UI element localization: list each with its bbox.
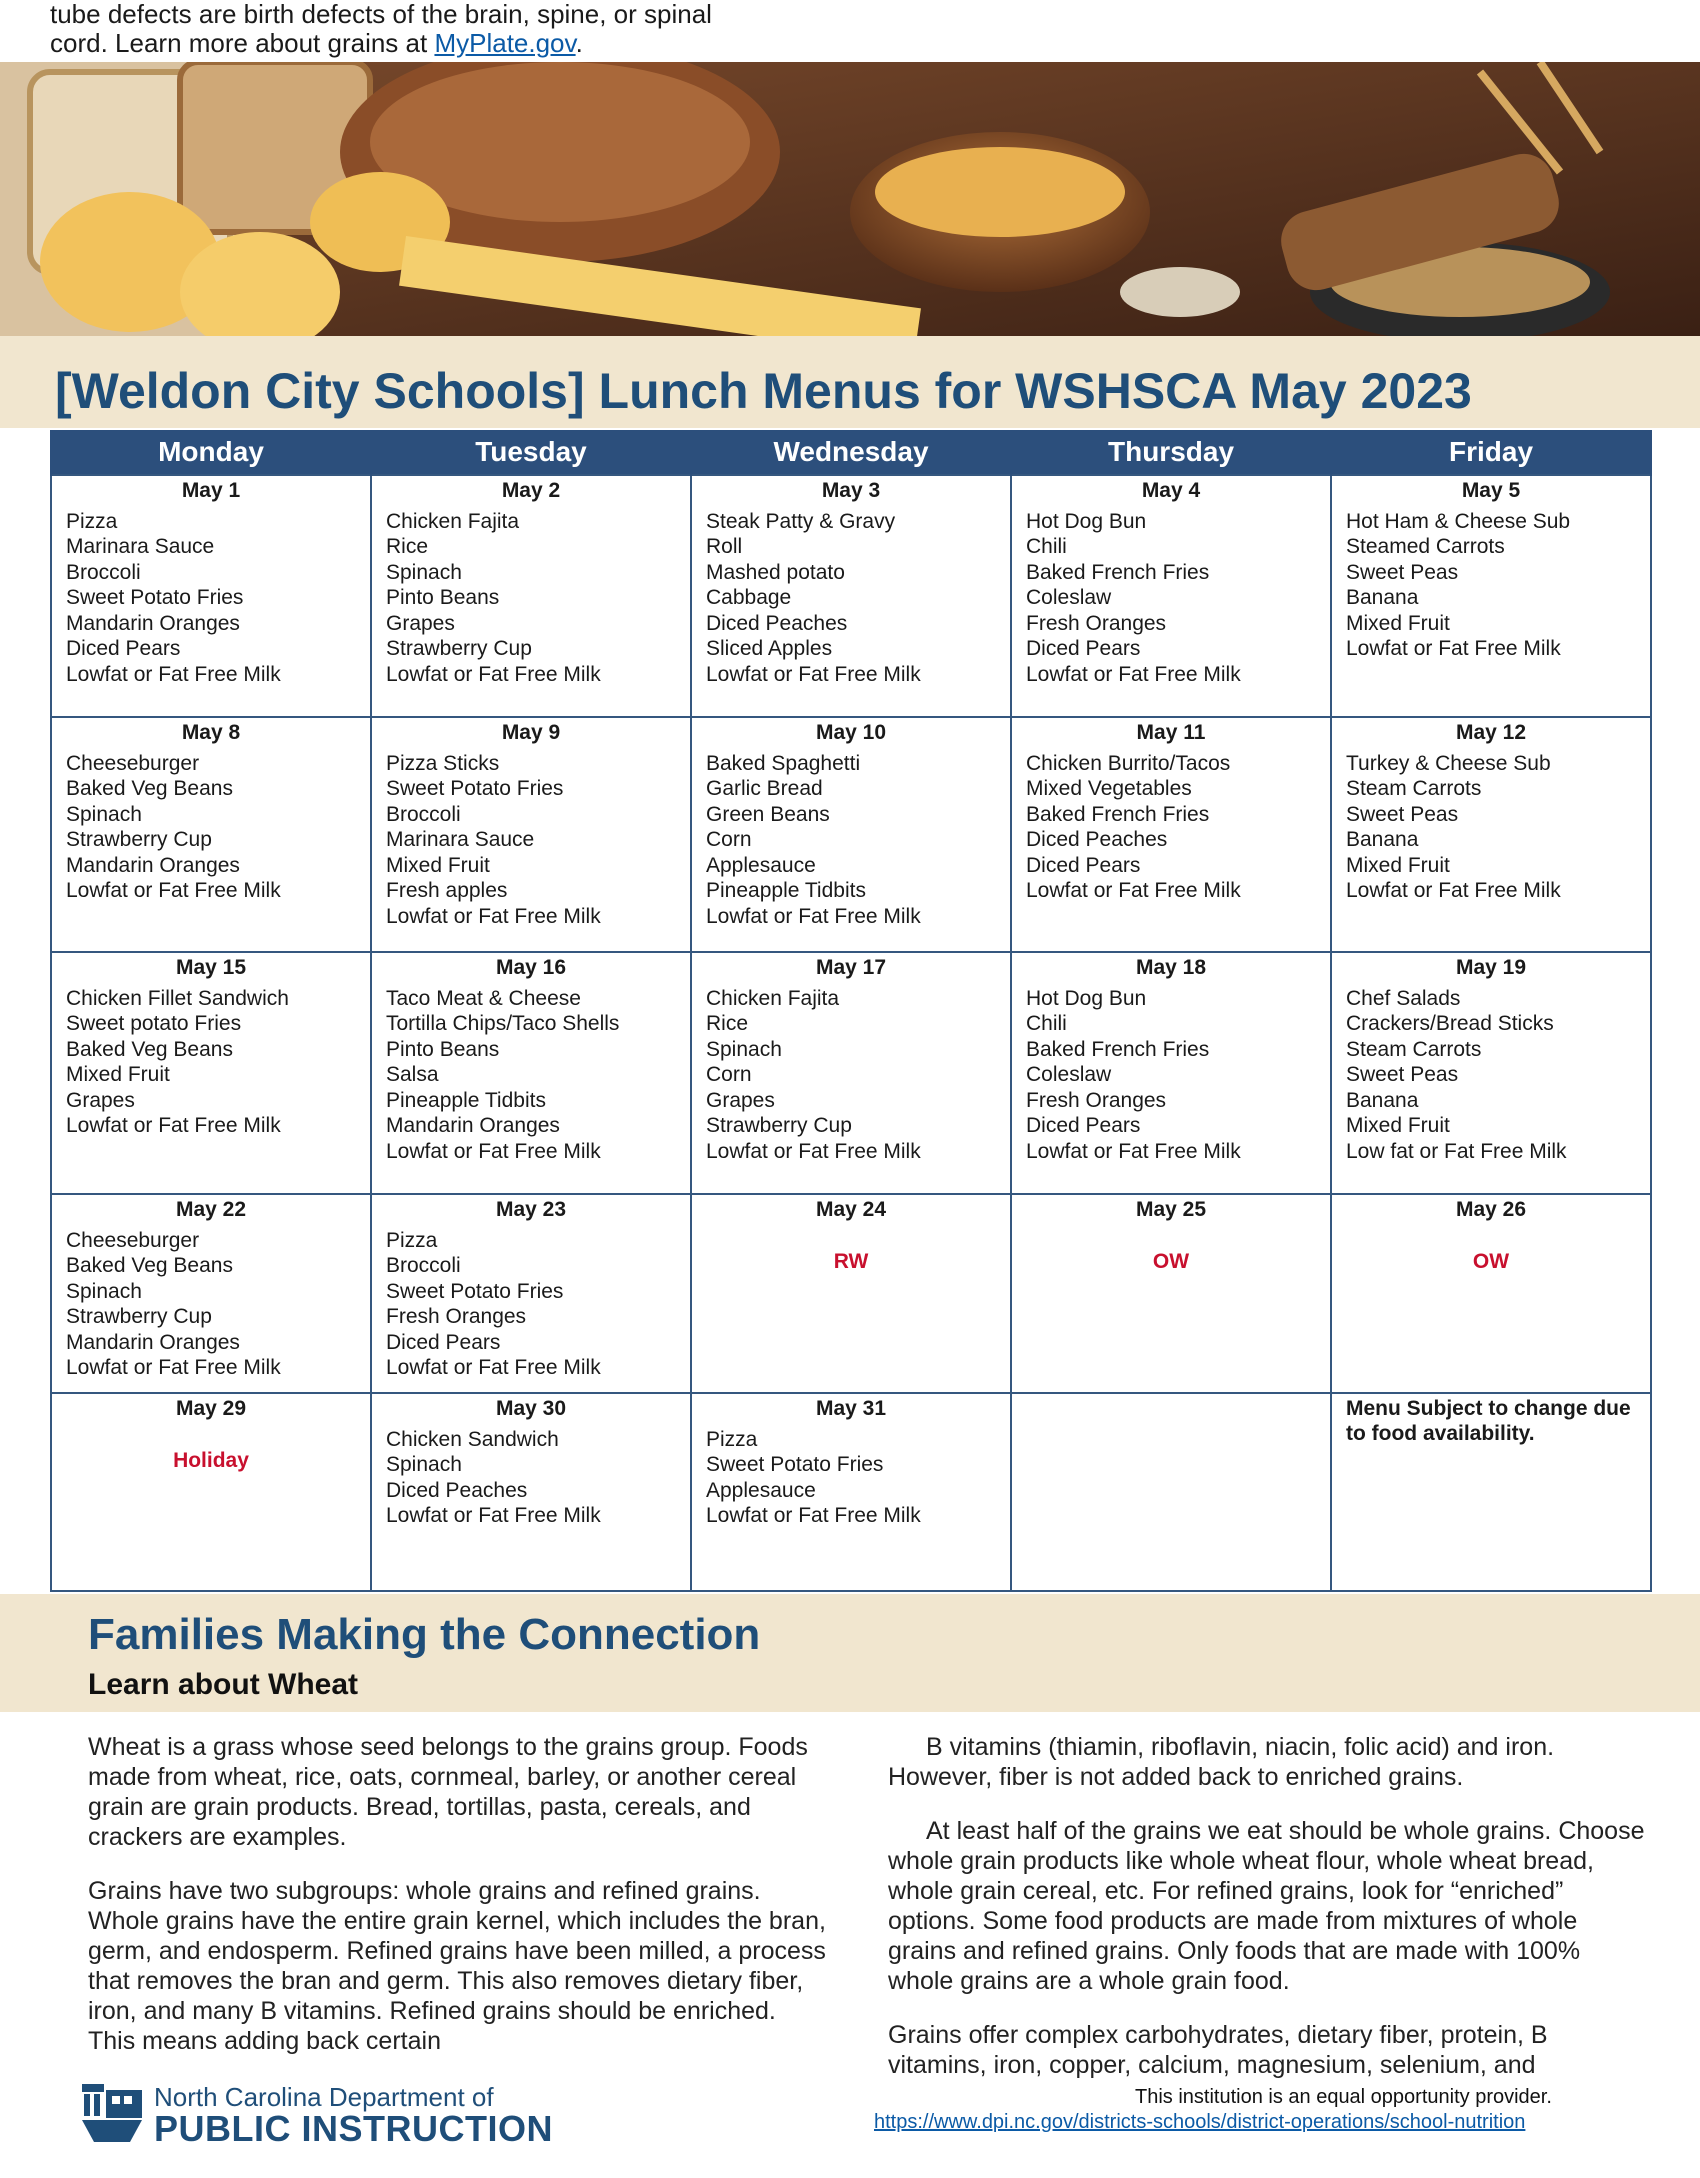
menu-item-list [706, 1427, 996, 1529]
day-date: May 8 [181, 721, 241, 744]
header-monday: Monday [51, 430, 371, 475]
menu-item: Applesauce [706, 853, 816, 877]
menu-item: Broccoli [66, 560, 141, 584]
menu-item: Grapes [386, 611, 455, 635]
day-date: May 15 [175, 956, 247, 979]
menu-item: Diced Pears [386, 1330, 501, 1354]
menu-item: Lowfat or Fat Free Milk [1026, 1139, 1241, 1163]
day-cell-wednesday [691, 475, 1011, 717]
menu-item: Chicken Sandwich [386, 1427, 559, 1451]
menu-item: Mixed Fruit [66, 1063, 170, 1086]
menu-item: Lowfat or Fat Free Milk [386, 1356, 601, 1379]
menu-item: Diced Pears [66, 637, 181, 660]
menu-disclaimer: Menu Subject to change due to food availability. [1346, 1397, 1631, 1445]
menu-item: Lowfat or Fat Free Milk [66, 1114, 281, 1137]
menu-item: Lowfat or Fat Free Milk [66, 879, 281, 902]
menu-item: Mixed Fruit [1346, 611, 1450, 635]
day-date: May 18 [1135, 956, 1207, 979]
menu-item: Baked Spaghetti [706, 751, 861, 775]
day-cell-tuesday [371, 717, 691, 952]
day-cell-tuesday [371, 952, 691, 1194]
menu-item: Mandarin Oranges [386, 1114, 560, 1137]
article-column-1 [88, 1732, 828, 2080]
menu-item: Spinach [66, 1279, 142, 1303]
day-cell-wednesday [691, 952, 1011, 1194]
menu-item: Banana [1346, 828, 1419, 851]
menu-item: Sweet Potato Fries [386, 1279, 564, 1303]
menu-item: Broccoli [386, 802, 461, 826]
day-cell-tuesday [371, 475, 691, 717]
menu-item: Chicken Fillet Sandwich [66, 986, 289, 1010]
menu-item: Mandarin Oranges [66, 611, 240, 635]
day-cell-wednesday [691, 1393, 1011, 1591]
day-cell-tuesday [371, 1194, 691, 1393]
menu-item: Lowfat or Fat Free Milk [386, 662, 601, 686]
menu-item-list [386, 1427, 676, 1529]
menu-item: Steam Carrots [1346, 777, 1482, 800]
menu-item: Diced Pears [1026, 637, 1141, 660]
menu-item: Steamed Carrots [1346, 535, 1505, 558]
article-column-2 [888, 1732, 1648, 2104]
menu-item: Lowfat or Fat Free Milk [1026, 879, 1241, 902]
day-date: May 24 [815, 1198, 887, 1221]
article-paragraph: Grains offer complex carbohydrates, dietary fiber, protein, B vitamins, iron, copper, calcium, magnesium, selenium, and [888, 2021, 1548, 2079]
menu-item-list [706, 751, 996, 930]
menu-item: Tortilla Chips/Taco Shells [386, 1012, 620, 1035]
day-date: May 5 [1461, 479, 1521, 502]
menu-item: Mashed potato [706, 560, 845, 584]
day-cell-thursday [1011, 1393, 1331, 1591]
header-thursday: Thursday [1011, 430, 1331, 475]
day-cell-wednesday [691, 1194, 1011, 1393]
menu-item: Sweet Peas [1346, 560, 1459, 584]
menu-item: Salsa [386, 1063, 439, 1086]
day-date: May 17 [815, 956, 887, 979]
logo-line-1: North Carolina Department of [154, 2082, 494, 2112]
menu-item: Broccoli [386, 1254, 461, 1277]
menu-item: Chef Salads [1346, 986, 1461, 1010]
menu-item: Coleslaw [1026, 586, 1112, 609]
menu-item: Mixed Fruit [1346, 1114, 1450, 1137]
menu-item: Pineapple Tidbits [386, 1088, 546, 1112]
menu-item: Fresh Oranges [1026, 611, 1167, 635]
menu-item: Baked French Fries [1026, 1037, 1210, 1061]
menu-item: Corn [706, 1063, 752, 1086]
menu-item: Strawberry Cup [66, 828, 212, 851]
menu-item: Chicken Fajita [386, 509, 520, 533]
menu-item: Marinara Sauce [386, 828, 535, 851]
menu-item: Pinto Beans [386, 586, 500, 609]
menu-item-list [386, 1228, 676, 1381]
menu-item-list [386, 751, 676, 930]
menu-item: Coleslaw [1026, 1063, 1112, 1086]
menu-item: Hot Dog Bun [1026, 509, 1147, 533]
menu-item: Low fat or Fat Free Milk [1346, 1139, 1567, 1163]
week-row [51, 717, 1651, 952]
menu-item: Corn [706, 828, 752, 851]
header-wednesday: Wednesday [691, 430, 1011, 475]
header-tuesday: Tuesday [371, 430, 691, 475]
menu-item: Diced Peaches [386, 1478, 528, 1502]
menu-item-list [1346, 509, 1636, 662]
menu-item: Baked Veg Beans [66, 1037, 233, 1061]
menu-item: Lowfat or Fat Free Milk [706, 1504, 921, 1527]
day-date: May 23 [495, 1198, 567, 1221]
equal-opportunity-statement: This institution is an equal opportunity provider. [1135, 2086, 1552, 2108]
menu-item-list [386, 509, 676, 688]
menu-item: Lowfat or Fat Free Milk [386, 904, 601, 928]
menu-item: Pizza [386, 1228, 438, 1252]
day-date: May 30 [495, 1397, 567, 1420]
ncdpi-building-icon [80, 2080, 144, 2144]
intro-line-2-text: cord. Learn more about grains at [50, 28, 435, 58]
families-title: Families Making the Connection [88, 1610, 761, 1659]
day-cell-thursday [1011, 1194, 1331, 1393]
day-cell-monday [51, 475, 371, 717]
menu-item: Pizza Sticks [386, 751, 500, 775]
menu-item-list [66, 509, 356, 688]
menu-item-list [66, 1228, 356, 1381]
menu-item: Spinach [386, 1453, 462, 1476]
day-cell-friday [1331, 717, 1651, 952]
menu-item: Turkey & Cheese Sub [1346, 751, 1551, 775]
menu-item: Pizza [66, 509, 118, 533]
day-note: Holiday [173, 1448, 249, 1472]
menu-item: Sweet Potato Fries [386, 777, 564, 800]
day-cell-monday [51, 952, 371, 1194]
article-paragraph: Wheat is a grass whose seed belongs to the grains group. Foods made from wheat, rice, oats, cornmeal, barley, or another cereal grain are grain products. Bread, tortillas, pasta, cereals, and crackers are examples. [88, 1733, 808, 1851]
day-date: May 26 [1455, 1198, 1527, 1221]
lunch-menu-calendar [50, 430, 1652, 1592]
menu-item: Lowfat or Fat Free Milk [706, 1139, 921, 1163]
myplate-link[interactable]: MyPlate.gov [434, 28, 576, 58]
intro-line-2 [50, 29, 770, 58]
menu-item: Mixed Fruit [386, 853, 490, 877]
menu-item: Crackers/Bread Sticks [1346, 1012, 1554, 1035]
menu-item: Green Beans [706, 802, 830, 826]
menu-item: Strawberry Cup [386, 637, 532, 660]
day-date: May 3 [821, 479, 881, 502]
menu-item: Lowfat or Fat Free Milk [706, 904, 921, 928]
header-friday: Friday [1331, 430, 1651, 475]
day-cell-thursday [1011, 717, 1331, 952]
menu-item: Strawberry Cup [706, 1114, 852, 1137]
menu-item: Lowfat or Fat Free Milk [1346, 637, 1561, 660]
menu-item: Lowfat or Fat Free Milk [706, 662, 921, 686]
menu-item: Pinto Beans [386, 1037, 500, 1061]
article-paragraph: B vitamins (thiamin, riboflavin, niacin, folic acid) and iron. However, fiber is not added back to enriched grains. [888, 1733, 1555, 1791]
menu-item: Sweet Potato Fries [706, 1453, 884, 1476]
day-cell-monday [51, 1194, 371, 1393]
menu-item: Chicken Burrito/Tacos [1026, 751, 1231, 775]
menu-item: Rice [706, 1012, 749, 1035]
article-paragraph: Grains have two subgroups: whole grains and refined grains. Whole grains have the entire grain kernel, which includes the bran, germ, and endosperm. Refined grains have been milled, a process that removes the bran and germ. This also removes dietary fiber, iron, and many B vitamins. Refined grains should be enriched. This means adding back certain [88, 1877, 826, 2055]
day-cell-friday [1331, 1194, 1651, 1393]
menu-item: Mixed Vegetables [1026, 777, 1192, 800]
menu-item: Grapes [66, 1088, 135, 1112]
menu-item: Sweet potato Fries [66, 1012, 242, 1035]
day-cell-monday [51, 1393, 371, 1591]
intro-text [50, 0, 770, 58]
menu-item: Fresh Oranges [386, 1305, 527, 1328]
menu-item: Spinach [706, 1037, 782, 1061]
menu-item: Chili [1026, 535, 1067, 558]
menu-item: Spinach [66, 802, 142, 826]
day-date: May 9 [501, 721, 561, 744]
day-date: May 29 [175, 1397, 247, 1420]
menu-item: Fresh Oranges [1026, 1088, 1167, 1112]
day-cell-tuesday [371, 1393, 691, 1591]
menu-item: Grapes [706, 1088, 775, 1112]
menu-item: Sweet Peas [1346, 1063, 1459, 1086]
day-cell-thursday [1011, 475, 1331, 717]
menu-item: Roll [706, 535, 743, 558]
day-cell-wednesday [691, 717, 1011, 952]
day-cell-thursday [1011, 952, 1331, 1194]
menu-item: Mixed Fruit [1346, 853, 1450, 877]
logo-line-2: PUBLIC INSTRUCTION [154, 2108, 553, 2149]
weekday-header-row [51, 430, 1651, 475]
menu-item: Banana [1346, 1088, 1419, 1112]
menu-item: Hot Dog Bun [1026, 986, 1147, 1010]
week-row [51, 475, 1651, 717]
menu-item: Mandarin Oranges [66, 1330, 240, 1354]
day-note: OW [1472, 1249, 1510, 1273]
menu-item: Sweet Peas [1346, 802, 1459, 826]
menu-item-list [1026, 751, 1316, 904]
menu-item: Spinach [386, 560, 462, 584]
menu-item: Marinara Sauce [66, 535, 215, 558]
intro-line-1: tube defects are birth defects of the brain, spine, or spinal [50, 0, 712, 29]
menu-item: Hot Ham & Cheese Sub [1346, 509, 1571, 533]
day-date: May 25 [1135, 1198, 1207, 1221]
day-note: OW [1152, 1249, 1190, 1273]
menu-item: Chili [1026, 1012, 1067, 1035]
menu-item: Taco Meat & Cheese [386, 986, 581, 1010]
intro-line-2-end: . [575, 28, 583, 58]
menu-item: Fresh apples [386, 879, 508, 902]
day-date: May 10 [815, 721, 887, 744]
menu-item: Cabbage [706, 586, 792, 609]
menu-item-list [706, 509, 996, 688]
school-nutrition-link[interactable]: https://www.dpi.nc.gov/districts-schools/district-operations/school-nutrition [874, 2111, 1526, 2133]
day-date: May 2 [501, 479, 561, 502]
menu-item: Baked Veg Beans [66, 777, 233, 800]
menu-item: Lowfat or Fat Free Milk [66, 1356, 281, 1379]
day-date: May 1 [181, 479, 241, 502]
menu-item: Sweet Potato Fries [66, 586, 244, 609]
grains-illustration [0, 62, 1700, 336]
menu-item: Steam Carrots [1346, 1037, 1482, 1061]
article-paragraph: At least half of the grains we eat should be whole grains. Choose whole grain products like whole wheat flour, whole wheat bread, whole grain cereal, etc. For refined grains, look for “enriched” options. Some food products are made from mixtures of whole grains and refined grains. Only foods that are made with 100% whole grains are a whole grain food. [888, 1817, 1645, 1995]
menu-item: Cheeseburger [66, 751, 200, 775]
menu-item-list [66, 986, 356, 1139]
menu-item-list [1346, 751, 1636, 904]
menu-item: Applesauce [706, 1478, 816, 1502]
day-cell-friday [1331, 475, 1651, 717]
menu-item: Baked French Fries [1026, 802, 1210, 826]
menu-item: Steak Patty & Gravy [706, 509, 896, 533]
page-title: [Weldon City Schools] Lunch Menus for WSHSCA May 2023 [55, 363, 1472, 419]
menu-item: Pizza [706, 1427, 758, 1451]
menu-item: Rice [386, 535, 429, 558]
menu-item: Strawberry Cup [66, 1305, 212, 1328]
menu-item: Diced Pears [1026, 853, 1141, 877]
menu-item: Lowfat or Fat Free Milk [1026, 662, 1241, 686]
day-date: May 16 [495, 956, 567, 979]
menu-item: Mandarin Oranges [66, 853, 240, 877]
day-date: May 11 [1136, 721, 1206, 744]
menu-item-list [66, 751, 356, 904]
menu-item: Diced Peaches [1026, 828, 1168, 851]
day-date: May 12 [1455, 721, 1527, 744]
menu-item-list [386, 986, 676, 1165]
menu-item: Lowfat or Fat Free Milk [386, 1504, 601, 1527]
day-cell-friday [1331, 1393, 1651, 1591]
day-cell-monday [51, 717, 371, 952]
families-subtitle: Learn about Wheat [88, 1668, 359, 1701]
menu-item: Baked Veg Beans [66, 1254, 233, 1277]
day-date: May 22 [175, 1198, 247, 1221]
week-row [51, 1393, 1651, 1591]
menu-item-list [1026, 509, 1316, 688]
week-row [51, 952, 1651, 1194]
day-date: May 31 [815, 1397, 887, 1420]
menu-item: Pineapple Tidbits [706, 879, 866, 902]
menu-item: Chicken Fajita [706, 986, 840, 1010]
menu-item-list [706, 986, 996, 1165]
menu-item: Sliced Apples [706, 637, 833, 660]
ncdpi-logo [80, 2080, 553, 2149]
day-date: May 4 [1141, 479, 1201, 502]
menu-item: Lowfat or Fat Free Milk [66, 662, 281, 686]
menu-item: Cheeseburger [66, 1228, 200, 1252]
menu-item: Diced Pears [1026, 1114, 1141, 1137]
day-cell-friday [1331, 952, 1651, 1194]
menu-item-list [1026, 986, 1316, 1165]
menu-item: Lowfat or Fat Free Milk [1346, 879, 1561, 902]
day-note: RW [833, 1249, 869, 1273]
grains-hero-image [0, 62, 1700, 336]
menu-item-list [1346, 986, 1636, 1165]
menu-item: Baked French Fries [1026, 560, 1210, 584]
menu-item: Banana [1346, 586, 1419, 609]
menu-item: Diced Peaches [706, 611, 848, 635]
menu-item: Garlic Bread [706, 777, 823, 800]
day-date: May 19 [1455, 956, 1527, 979]
week-row [51, 1194, 1651, 1393]
menu-item: Lowfat or Fat Free Milk [386, 1139, 601, 1163]
